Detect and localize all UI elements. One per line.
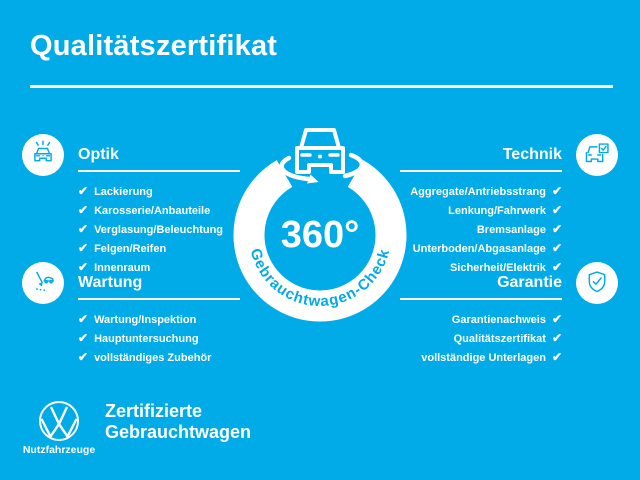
ring-label: Gebrauchtwagen-Check xyxy=(246,246,394,311)
checklist-item: Unterboden/Abgasanlage ✔ xyxy=(412,241,562,255)
optik-checklist xyxy=(78,182,240,277)
check-icon: ✔ xyxy=(78,260,89,274)
check-icon: ✔ xyxy=(551,331,562,345)
car-rotation-icon xyxy=(282,130,362,184)
brand-label: Nutzfahrzeuge xyxy=(22,444,96,456)
section-divider xyxy=(400,170,562,172)
section-divider xyxy=(78,298,240,300)
checklist-item: Lenkung/Fahrwerk ✔ xyxy=(448,203,562,217)
check-icon: ✔ xyxy=(78,184,89,198)
program-tagline: Zertifizierte Gebrauchtwagen xyxy=(105,401,252,442)
checklist-item: ✔ Verglasung/Beleuchtung xyxy=(78,222,224,236)
section-divider xyxy=(400,298,562,300)
check-icon: ✔ xyxy=(78,331,89,345)
check-icon: ✔ xyxy=(78,222,89,236)
page-title: Qualitätszertifikat xyxy=(30,30,278,62)
checklist-item: ✔ Karosserie/Anbauteile xyxy=(78,203,211,217)
checklist-item: ✔ Hauptuntersuchung xyxy=(78,331,199,345)
checklist-item: ✔ vollständiges Zubehör xyxy=(78,350,212,364)
check-icon: ✔ xyxy=(551,203,562,217)
check-icon: ✔ xyxy=(551,222,562,236)
check-icon: ✔ xyxy=(551,260,562,274)
pen-car-checklist-icon xyxy=(22,262,64,304)
shield-check-icon xyxy=(576,262,618,304)
degree-label: 360° xyxy=(280,214,360,256)
car-checkbox-icon xyxy=(576,134,618,176)
checklist-item: ✔ Felgen/Reifen xyxy=(78,241,167,255)
section-heading-optik: Optik xyxy=(78,146,119,163)
title-divider xyxy=(30,85,613,88)
section-heading-garantie: Garantie xyxy=(497,274,562,291)
360-check-graphic xyxy=(225,108,415,338)
wartung-checklist xyxy=(78,310,240,367)
garantie-checklist xyxy=(400,310,562,367)
checklist-item: ✔ Innenraum xyxy=(78,260,151,274)
check-icon: ✔ xyxy=(551,184,562,198)
checklist-item: Aggregate/Antriebsstrang ✔ xyxy=(410,184,562,198)
section-heading-technik: Technik xyxy=(502,146,562,163)
check-icon: ✔ xyxy=(78,203,89,217)
check-icon: ✔ xyxy=(551,312,562,326)
section-wartung xyxy=(78,273,240,367)
check-icon: ✔ xyxy=(551,350,562,364)
checklist-item: Bremsanlage ✔ xyxy=(476,222,562,236)
section-optik xyxy=(78,145,240,277)
checklist-item: ✔ Lackierung xyxy=(78,184,153,198)
checklist-item: Qualitätszertifikat ✔ xyxy=(453,331,562,345)
section-heading-wartung: Wartung xyxy=(78,274,143,291)
check-icon: ✔ xyxy=(78,312,89,326)
vw-logo xyxy=(37,399,81,443)
checklist-item: ✔ Wartung/Inspektion xyxy=(78,312,197,326)
check-icon: ✔ xyxy=(78,241,89,255)
section-divider xyxy=(78,170,240,172)
checklist-item: vollständige Unterlagen ✔ xyxy=(421,350,562,364)
checklist-item: Sicherheit/Elektrik ✔ xyxy=(449,260,562,274)
technik-checklist xyxy=(400,182,562,277)
section-technik xyxy=(400,145,562,277)
check-icon: ✔ xyxy=(78,350,89,364)
car-shine-icon xyxy=(22,134,64,176)
section-garantie xyxy=(400,273,562,367)
check-icon: ✔ xyxy=(551,241,562,255)
checklist-item: Garantienachweis ✔ xyxy=(451,312,562,326)
